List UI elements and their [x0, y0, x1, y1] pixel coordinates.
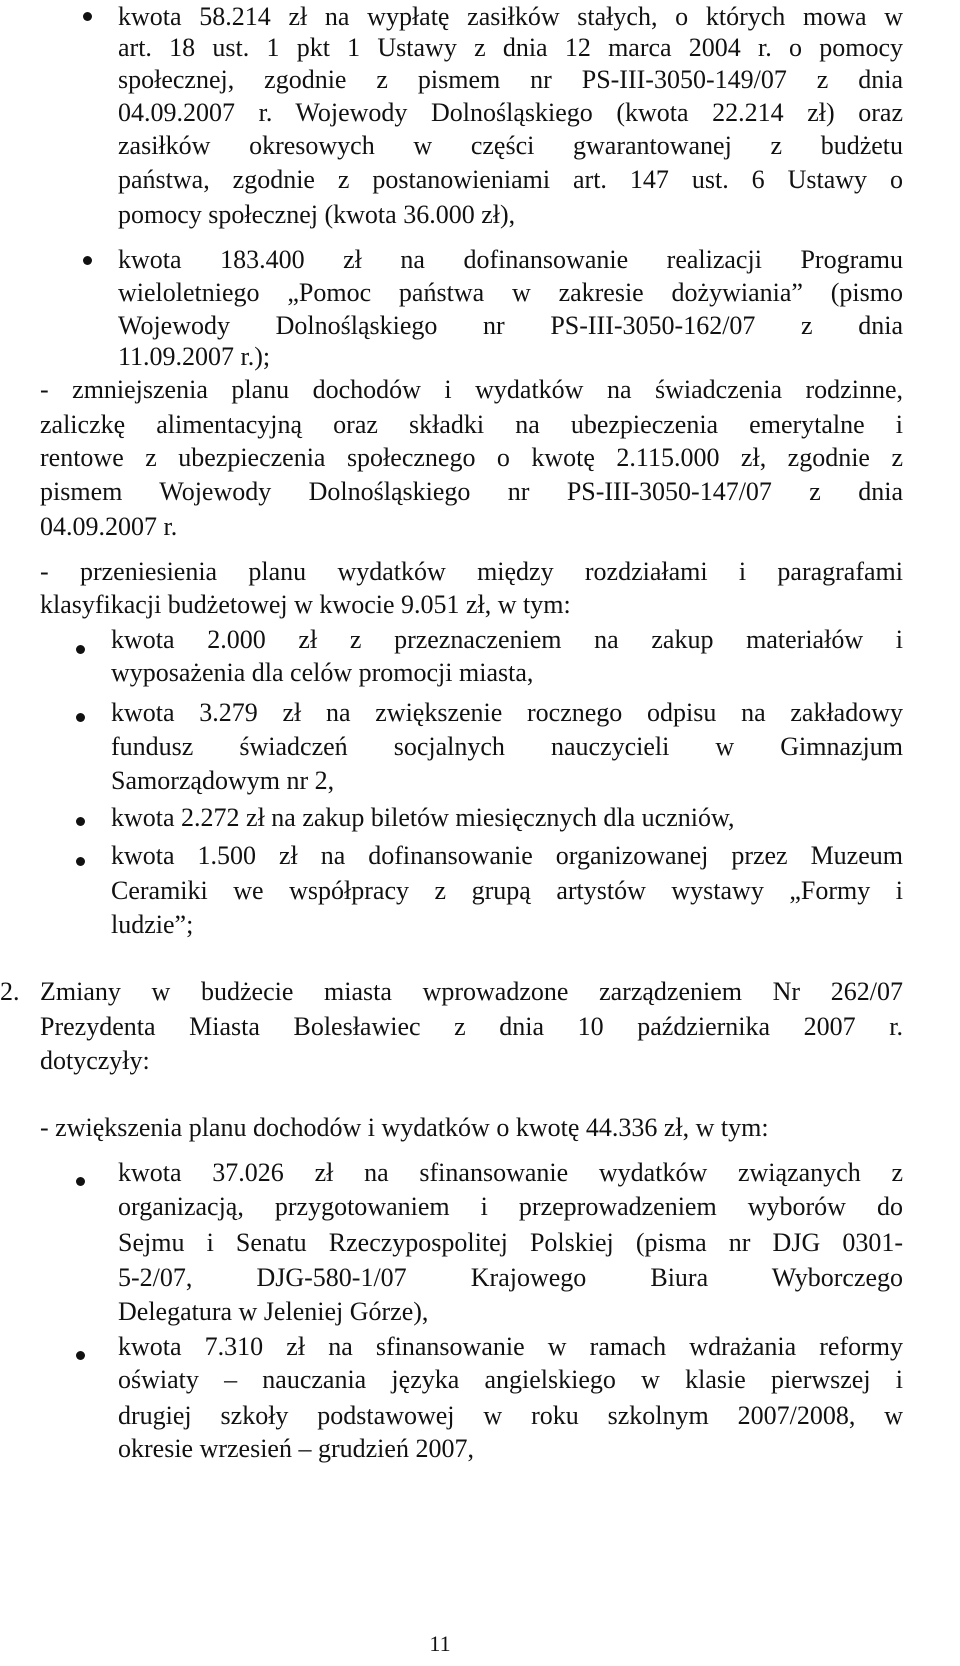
text-line: kwota 2.000 zł z przeznaczeniem na zakup materiałów i: [111, 625, 903, 654]
text-line: Zmiany w budżecie miasta wprowadzone zarządzeniem Nr 262/07: [40, 977, 903, 1006]
bullet-icon: [76, 1177, 85, 1186]
text-line: okresie wrzesień – grudzień 2007,: [118, 1434, 474, 1463]
text-line: art. 18 ust. 1 pkt 1 Ustawy z dnia 12 marca 2004 r. o pomocy: [118, 33, 903, 62]
text-line: klasyfikacji budżetowej w kwocie 9.051 zł, w tym:: [40, 590, 571, 619]
text-line: Ceramiki we współpracy z grupą artystów wystawy „Formy i: [111, 876, 903, 905]
text-line: kwota 7.310 zł na sfinansowanie w ramach wdrażania reformy: [118, 1332, 903, 1361]
text-line: państwa, zgodnie z postanowieniami art. 147 ust. 6 Ustawy o: [118, 165, 903, 194]
text-line: Wojewody Dolnośląskiego nr PS-III-3050-162/07 z dnia: [118, 311, 903, 340]
page-number: 11: [429, 1631, 451, 1656]
text-line: Sejmu i Senatu Rzeczypospolitej Polskiej (pisma nr DJG 0301-: [118, 1228, 903, 1257]
text-line: kwota 37.026 zł na sfinansowanie wydatków związanych z: [118, 1158, 903, 1187]
text-line: kwota 2.272 zł na zakup biletów miesięcznych dla uczniów,: [111, 803, 735, 832]
text-line: Prezydenta Miasta Bolesławiec z dnia 10 października 2007 r.: [40, 1012, 903, 1041]
bullet-icon: [76, 817, 85, 826]
text-line: ludzie”;: [111, 910, 194, 939]
bullet-icon: [76, 713, 85, 722]
bullet-icon: [83, 12, 92, 21]
text-line: 04.09.2007 r. Wojewody Dolnośląskiego (kwota 22.214 zł) oraz: [118, 98, 903, 127]
text-line: wieloletniego „Pomoc państwa w zakresie dożywiania” (pismo: [118, 278, 903, 307]
text-line: Samorządowym nr 2,: [111, 766, 335, 795]
text-line: pomocy społecznej (kwota 36.000 zł),: [118, 200, 516, 229]
text-line: kwota 3.279 zł na zwiększenie rocznego odpisu na zakładowy: [111, 698, 903, 727]
text-line: pismem Wojewody Dolnośląskiego nr PS-III-3050-147/07 z dnia: [40, 477, 903, 506]
text-line: - przeniesienia planu wydatków między rozdziałami i paragrafami: [40, 557, 903, 586]
text-line: - zmniejszenia planu dochodów i wydatków na świadczenia rodzinne,: [40, 375, 903, 404]
text-line: zasiłków okresowych w części gwarantowanej z budżetu: [118, 131, 903, 160]
text-line: oświaty – nauczania języka angielskiego w klasie pierwszej i: [118, 1365, 903, 1394]
text-line: kwota 183.400 zł na dofinansowanie realizacji Programu: [118, 245, 903, 274]
text-line: rentowe z ubezpieczenia społecznego o kwotę 2.115.000 zł, zgodnie z: [40, 443, 903, 472]
bullet-icon: [76, 857, 85, 866]
text-line: wyposażenia dla celów promocji miasta,: [111, 658, 534, 687]
text-line: 04.09.2007 r.: [40, 512, 178, 541]
text-line: zaliczkę alimentacyjną oraz składki na ubezpieczenia emerytalne i: [40, 410, 903, 439]
text-line: 5-2/07, DJG-580-1/07 Krajowego Biura Wyborczego: [118, 1263, 903, 1292]
text-line: drugiej szkoły podstawowej w roku szkolnym 2007/2008, w: [118, 1401, 903, 1430]
text-line: 11.09.2007 r.);: [118, 342, 271, 371]
list-number: 2.: [0, 977, 20, 1006]
bullet-icon: [76, 645, 85, 654]
text-line: Delegatura w Jeleniej Górze),: [118, 1297, 429, 1326]
text-line: społecznej, zgodnie z pismem nr PS-III-3050-149/07 z dnia: [118, 65, 903, 94]
bullet-icon: [83, 256, 92, 265]
bullet-icon: [76, 1351, 85, 1360]
text-line: - zwiększenia planu dochodów i wydatków o kwotę 44.336 zł, w tym:: [40, 1113, 769, 1142]
text-line: dotyczyły:: [40, 1046, 150, 1075]
text-line: kwota 1.500 zł na dofinansowanie organizowanej przez Muzeum: [111, 841, 903, 870]
text-line: organizacją, przygotowaniem i przeprowadzeniem wyborów do: [118, 1192, 903, 1221]
text-line: fundusz świadczeń socjalnych nauczycieli w Gimnazjum: [111, 732, 903, 761]
text-line: kwota 58.214 zł na wypłatę zasiłków stałych, o których mowa w: [118, 2, 903, 31]
